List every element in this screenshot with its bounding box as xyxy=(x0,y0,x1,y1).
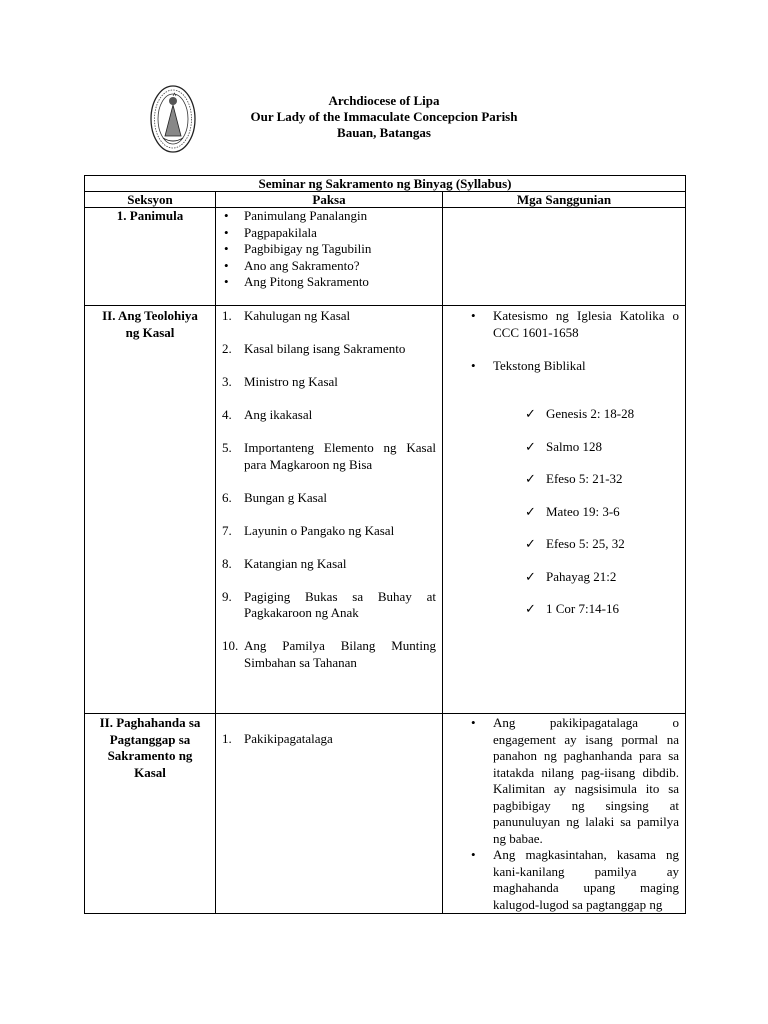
table-row xyxy=(85,306,686,714)
section-cell: II. Paghahanda sa Pagtanggap sa Sakramento ng Kasal xyxy=(85,714,216,914)
column-header-sanggunian: Mga Sanggunian xyxy=(443,192,686,208)
checkmark-icon: ✓ xyxy=(525,471,536,486)
checkmark-icon: ✓ xyxy=(525,503,536,519)
topics-cell xyxy=(216,306,443,714)
verse-item: ✓ Genesis 2: 18-28 xyxy=(525,406,635,421)
column-header-seksyon: Seksyon xyxy=(85,192,216,208)
list-item: • Pagpapakilala xyxy=(216,225,442,242)
section-cell xyxy=(85,306,216,714)
list-item: 3. Ministro ng Kasal xyxy=(222,374,338,389)
list-item: 5. Importanteng Elemento ng Kasal para Magkaroon ng Bisa xyxy=(222,440,436,472)
list-item: 10. Ang Pamilya Bilang Munting Simbahan sa Tahanan xyxy=(222,638,436,670)
syllabus-table xyxy=(84,175,686,914)
list-item: 2. Kasal bilang isang Sakramento xyxy=(222,341,406,356)
checkmark-icon: ✓ xyxy=(525,568,536,584)
section-title: II. Paghahanda sa xyxy=(99,715,201,730)
note-item: • Ang magkasintahan, kasama ng kani-kanilang pamilya ay maghahanda upang maging kalugod-lugod sa pagtanggap ng xyxy=(471,847,680,912)
references-cell xyxy=(443,208,686,306)
parish-name: Our Lady of the Immaculate Concepcion Parish xyxy=(250,109,518,124)
checkmark-icon: ✓ xyxy=(525,438,536,454)
references-cell xyxy=(443,306,686,714)
table-row xyxy=(85,208,686,306)
list-item: 4. Ang ikakasal xyxy=(222,407,313,422)
section-title: 1. Panimula xyxy=(116,208,184,223)
parish-seal-logo xyxy=(149,84,197,154)
column-header-paksa: Paksa xyxy=(216,192,443,208)
checkmark-icon: ✓ xyxy=(525,406,536,421)
checkmark-icon: ✓ xyxy=(525,601,536,616)
list-item: • Ano ang Sakramento? xyxy=(216,258,442,275)
section-title: II. Ang Teolohiya xyxy=(102,308,198,323)
verse-item: ✓ Salmo 128 xyxy=(525,438,602,454)
topics-cell xyxy=(216,714,443,914)
verse-item: ✓ Mateo 19: 3-6 xyxy=(525,503,620,519)
table-row xyxy=(85,714,686,914)
topics-cell xyxy=(216,208,443,306)
verse-item: ✓ 1 Cor 7:14-16 xyxy=(525,601,619,616)
list-item: 1. Pakikipagatalaga xyxy=(222,731,333,746)
section-title-cont: ng Kasal xyxy=(125,324,175,340)
verse-item: ✓ Efeso 5: 21-32 xyxy=(525,471,623,486)
list-item: 6. Bungan g Kasal xyxy=(222,489,328,505)
list-item: • Ang Pitong Sakramento xyxy=(216,274,442,291)
reference-item: • Tekstong Biblikal xyxy=(471,357,586,373)
list-item: • Panimulang Panalangin xyxy=(216,208,442,225)
list-item: • Pagbibigay ng Tagubilin xyxy=(216,241,442,258)
note-item: • Ang pakikipagatalaga o engagement ay isang pormal na panahon ng paghanhanda para sa itatakda nilang pag-iisang dibdib. Kalimitan ay nagsisimula ito sa pagbibigay ng singsing at panunuluyan ng lalaki sa pamilya ng babae. xyxy=(471,715,680,846)
list-item: 1. Kahulugan ng Kasal xyxy=(222,308,351,323)
section-cell xyxy=(85,208,216,306)
parish-location: Bauan, Batangas xyxy=(337,125,431,140)
reference-item: • Katesismo ng Iglesia Katolika o CCC 1601-1658 xyxy=(471,308,680,340)
verse-item: ✓ Efeso 5: 25, 32 xyxy=(525,536,625,551)
archdiocese-name: Archdiocese of Lipa xyxy=(328,93,440,108)
verse-item: ✓ Pahayag 21:2 xyxy=(525,568,617,584)
list-item: 7. Layunin o Pangako ng Kasal xyxy=(222,522,395,538)
references-cell xyxy=(443,714,686,914)
list-item: 9. Pagiging Bukas sa Buhay at Pagkakaroon ng Anak xyxy=(222,588,436,620)
checkmark-icon: ✓ xyxy=(525,536,536,551)
document-header xyxy=(200,93,568,141)
syllabus-title: Seminar ng Sakramento ng Binyag (Syllabus) xyxy=(85,176,686,192)
list-item: 8. Katangian ng Kasal xyxy=(222,555,347,571)
